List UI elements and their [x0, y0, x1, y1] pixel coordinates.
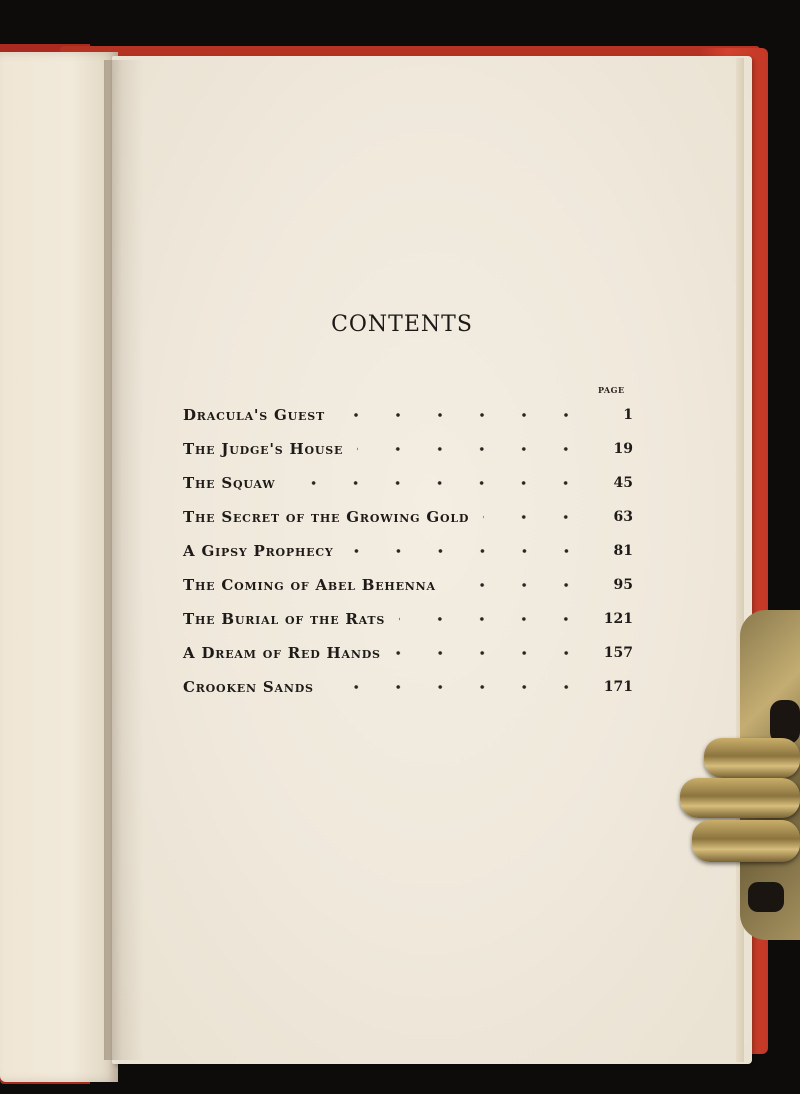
dot-leader: [450, 580, 587, 590]
toc-entry-page: 19: [613, 441, 633, 457]
toc-entry: [183, 568, 633, 602]
toc-entry: [183, 500, 633, 534]
toc-entry-title: Dracula's Guest: [183, 406, 325, 424]
toc-entry: [183, 602, 633, 636]
toc-entry-title: The Judge's House: [183, 440, 344, 458]
toc-entry: [183, 534, 633, 568]
page-column-label: PAGE: [598, 385, 625, 395]
gutter-shadow: [104, 60, 144, 1060]
toc-entry-page: 157: [603, 645, 633, 661]
clasp-finger: [680, 778, 800, 818]
toc-entry-page: 171: [603, 679, 633, 695]
dot-leader: [328, 682, 587, 692]
toc-entry-title: The Squaw: [183, 474, 276, 492]
toc-entry-title: A Gipsy Prophecy: [183, 542, 334, 560]
toc-entry-page: 45: [613, 475, 633, 491]
toc-entry: [183, 636, 633, 670]
toc-entry-page: 1: [623, 407, 633, 423]
toc-entry-page: 81: [613, 543, 633, 559]
toc-entry-page: 121: [603, 611, 633, 627]
dot-leader: [399, 614, 587, 624]
toc-entry-page: 95: [613, 577, 633, 593]
brass-clasp: [676, 610, 800, 940]
toc-entry-page: 63: [613, 509, 633, 525]
toc-entry-title: Crooken Sands: [183, 678, 314, 696]
dot-leader: [289, 478, 587, 488]
toc-entry-title: The Burial of the Rats: [183, 610, 386, 628]
toc-entry: [183, 398, 633, 432]
clasp-finger: [704, 738, 800, 778]
dot-leader: [357, 444, 587, 454]
table-of-contents: [183, 398, 633, 704]
toc-entry-title: The Coming of Abel Behenna: [183, 576, 436, 594]
dot-leader: [348, 546, 587, 556]
dot-leader: [339, 410, 587, 420]
toc-entry-title: A Dream of Red Hands: [183, 644, 381, 662]
dot-leader: [395, 648, 587, 658]
toc-entry: [183, 670, 633, 704]
dot-leader: [483, 512, 587, 522]
left-page: [0, 52, 118, 1082]
contents-heading: CONTENTS: [331, 312, 473, 337]
toc-entry: [183, 466, 633, 500]
clasp-finger: [692, 820, 800, 862]
toc-entry: [183, 432, 633, 466]
clasp-hole: [748, 882, 784, 912]
toc-entry-title: The Secret of the Growing Gold: [183, 508, 470, 526]
